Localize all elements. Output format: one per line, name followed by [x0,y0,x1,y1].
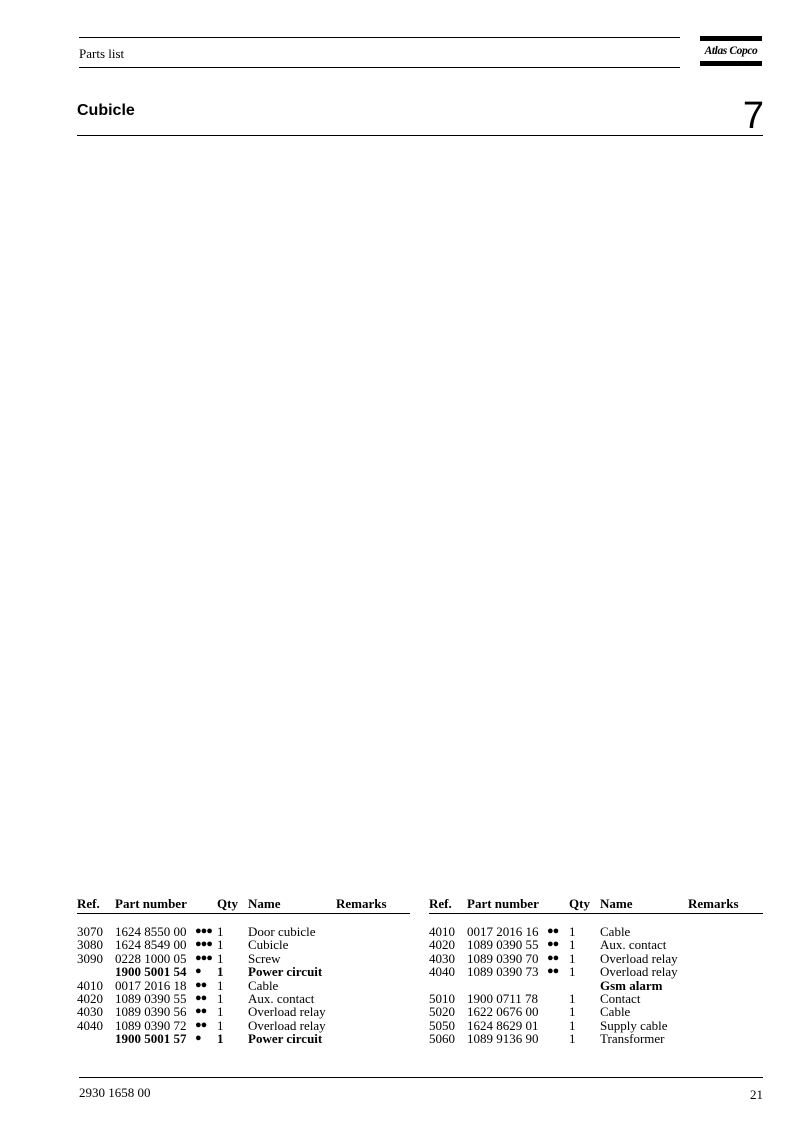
cell-part-number: 1624 8549 00 [115,937,187,953]
cell-ref: 4040 [429,964,455,980]
cell-name: Overload relay [600,950,678,966]
cell-qty: 1 [217,964,224,980]
cell-ref: 4030 [429,950,455,966]
table-header-rule [429,913,763,914]
column-header-ref: Ref. [77,896,100,911]
cell-part-number: 0228 1000 05 [115,950,187,966]
table-header-rule [77,913,410,914]
atlas-copco-logo [700,36,762,66]
cell-ref: 4020 [429,937,455,953]
cell-level-dots: ●●● [195,925,212,937]
section-title: Cubicle [77,102,135,119]
cell-part-number: 1089 0390 73 [467,964,539,980]
column-header-part-number: Part number [467,896,539,911]
cell-level-dots: ●● [547,965,559,978]
cell-name: Overload relay [600,964,678,980]
cell-name: Power circuit [248,1031,323,1047]
cell-level-dots: ●● [195,991,207,1004]
cell-ref: 5010 [429,990,455,1006]
header-top-rule [79,37,680,38]
cell-part-number: 1900 5001 57 [115,1031,187,1047]
cell-ref: 5060 [429,1031,455,1047]
column-header-name: Name [248,896,281,911]
column-header-remarks: Remarks [336,896,387,911]
cell-ref: 3070 [77,924,103,939]
cell-part-number: 1900 0711 78 [467,990,539,1006]
cell-ref: 3090 [77,950,103,966]
cell-part-number: 1089 0390 56 [115,1004,187,1020]
cell-level-dots: ●● [195,1005,207,1018]
header-bottom-rule [79,67,680,68]
logo-top-bar [700,36,762,41]
cell-part-number: 1624 8550 00 [115,924,187,939]
cell-qty: 1 [217,990,224,1006]
cell-part-number: 1089 0390 55 [115,990,187,1006]
logo-bottom-bar [700,61,762,66]
cell-qty: 1 [569,924,576,939]
cell-qty: 1 [569,1004,576,1020]
cell-level-dots: ● [195,965,201,978]
cell-name: Gsm alarm [600,977,663,993]
cell-qty: 1 [569,990,576,1006]
cell-ref: 4020 [77,990,103,1006]
cell-name: Aux. contact [248,990,315,1006]
cell-level-dots: ●● [547,938,559,951]
cell-part-number: 1089 0390 55 [467,937,539,953]
cell-name: Cubicle [248,937,289,953]
header-section-label: Parts list [79,46,125,61]
cell-name: Overload relay [248,1017,326,1033]
footer-rule [79,1077,763,1078]
table-header [77,896,410,912]
section-number: 7 [742,95,764,137]
cell-qty: 1 [569,1017,576,1033]
cell-ref: 3080 [77,937,103,953]
cell-name: Cable [248,977,279,993]
cell-name: Supply cable [600,1017,668,1033]
cell-name: Contact [600,990,641,1006]
cell-name: Power circuit [248,964,323,980]
column-header-ref: Ref. [429,896,452,911]
cell-part-number: 1089 9136 90 [467,1031,539,1047]
cell-part-number: 0017 2016 18 [115,977,187,993]
cell-qty: 1 [569,937,576,953]
cell-qty: 1 [217,977,224,993]
cell-level-dots: ●● [547,925,559,937]
cell-qty: 1 [569,1031,576,1047]
cell-name: Transformer [600,1031,665,1047]
cell-name: Cable [600,924,631,939]
cell-ref: 5020 [429,1004,455,1020]
cell-name: Screw [248,950,281,966]
column-header-remarks: Remarks [688,896,739,911]
cell-ref: 4010 [77,977,103,993]
cell-name: Aux. contact [600,937,667,953]
cell-level-dots: ●●● [195,938,212,951]
cell-qty: 1 [217,950,224,966]
cell-level-dots: ● [195,1032,201,1045]
parts-table-left [77,896,410,1047]
cell-qty: 1 [569,950,576,966]
cell-qty: 1 [217,1017,224,1033]
cell-name: Door cubicle [248,924,316,939]
cell-name: Cable [600,1004,631,1020]
cell-ref: 4030 [77,1004,103,1020]
cell-level-dots: ●● [195,978,207,991]
cell-qty: 1 [217,924,224,939]
logo-text: Atlas Copco [704,45,758,57]
cell-qty: 1 [217,1031,224,1047]
cell-name: Overload relay [248,1004,326,1020]
cell-qty: 1 [569,964,576,980]
cell-ref: 4040 [77,1017,103,1033]
cell-part-number: 1622 0676 00 [467,1004,539,1020]
cell-ref: 5050 [429,1017,455,1033]
title-rule [77,135,763,136]
cell-level-dots: ●● [547,951,559,964]
cell-ref: 4010 [429,924,455,939]
table-header [429,896,763,912]
parts-table-right [429,896,763,1047]
footer-doc-number: 2930 1658 00 [79,1085,151,1100]
cell-part-number: 1089 0390 70 [467,950,539,966]
cell-level-dots: ●● [195,1018,207,1031]
footer-page-number: 21 [750,1087,763,1102]
cell-part-number: 1900 5001 54 [115,964,187,980]
cell-part-number: 0017 2016 16 [467,924,539,939]
cell-qty: 1 [217,937,224,953]
cell-level-dots: ●●● [195,951,212,964]
column-header-qty: Qty [217,896,238,911]
cell-part-number: 1089 0390 72 [115,1017,187,1033]
cell-qty: 1 [217,1004,224,1020]
column-header-part-number: Part number [115,896,187,911]
cell-part-number: 1624 8629 01 [467,1017,539,1033]
column-header-name: Name [600,896,633,911]
column-header-qty: Qty [569,896,590,911]
